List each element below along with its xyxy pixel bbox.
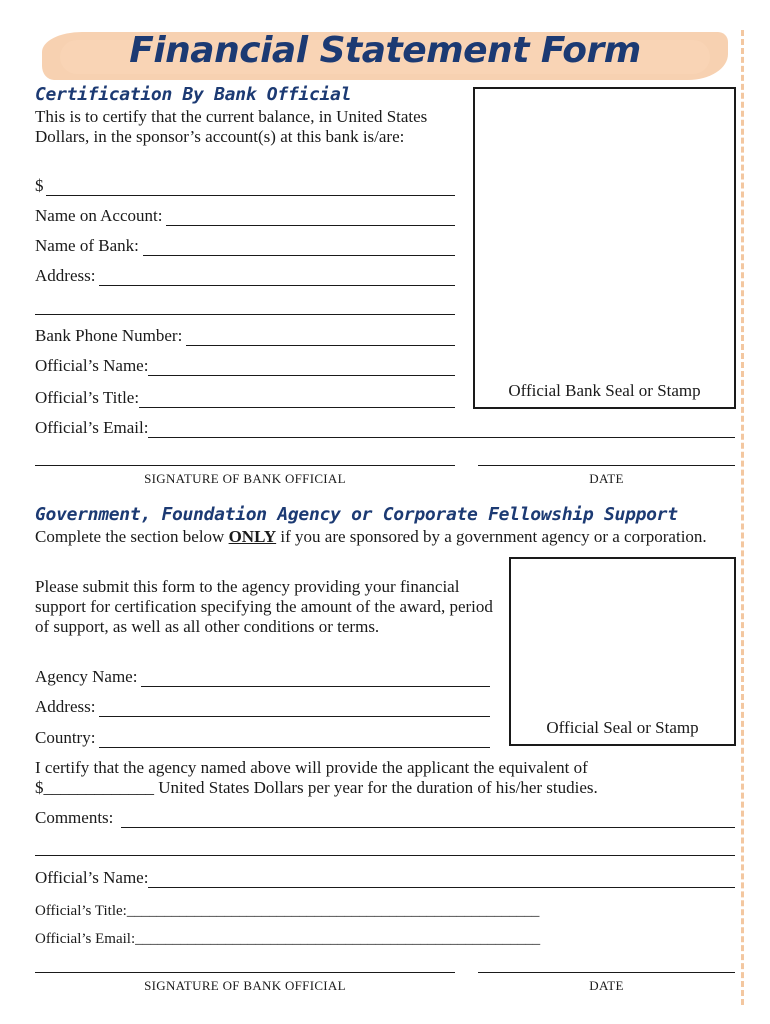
agency-name-label: Agency Name:	[35, 667, 138, 686]
section1-heading: Certification By Bank Official	[35, 84, 352, 105]
bank-date-line[interactable]	[478, 465, 735, 466]
section2-intro-after: if you are sponsored by a government agency or a corporation.	[276, 527, 707, 546]
comments-field[interactable]	[35, 808, 735, 828]
bank-phone-field[interactable]	[35, 326, 455, 346]
agency-address-field[interactable]	[35, 697, 490, 717]
agency-seal-label: Official Seal or Stamp	[546, 718, 699, 737]
bank-seal-label: Official Bank Seal or Stamp	[508, 381, 701, 400]
section2-intro-before: Complete the section below	[35, 527, 229, 546]
section2-intro-emphasis: ONLY	[228, 527, 277, 546]
bank-address-label: Address:	[35, 266, 96, 285]
agency-officials-email-field[interactable]: Official’s Email:______________________________________________________	[35, 931, 541, 947]
agency-signature-caption: SIGNATURE OF BANK OFFICIAL	[144, 978, 346, 993]
agency-officials-name-label: Official’s Name:	[35, 868, 149, 887]
balance-field[interactable]	[35, 176, 455, 196]
bank-phone-label: Bank Phone Number:	[35, 326, 183, 345]
agency-officials-name-field[interactable]	[35, 868, 735, 888]
agency-officials-title-field[interactable]: Official’s Title:_______________________________________________________	[35, 903, 540, 919]
agency-country-field[interactable]	[35, 728, 490, 748]
officials-title-field[interactable]	[35, 388, 455, 408]
bank-date-caption: DATE	[589, 471, 624, 486]
section1-intro: This is to certify that the current balance, in United States Dollars, in the sponsor’s account(s) at this bank is/are:	[35, 107, 428, 146]
name-on-account-field[interactable]	[35, 206, 455, 226]
bank-address-line-2[interactable]	[35, 314, 455, 315]
agency-signature-line[interactable]	[35, 972, 455, 973]
bank-signature-caption: SIGNATURE OF BANK OFFICIAL	[144, 471, 346, 486]
certify-line-2[interactable]: $_____________ United States Dollars per year for the duration of his/her studies.	[35, 778, 598, 797]
officials-name-field[interactable]	[35, 356, 455, 376]
agency-seal-box	[509, 557, 736, 746]
officials-email-label: Official’s Email:	[35, 418, 149, 437]
comments-line-2[interactable]	[35, 855, 735, 856]
bank-seal-box	[473, 87, 736, 409]
bank-signature-line[interactable]	[35, 465, 455, 466]
bank-address-field[interactable]	[35, 266, 455, 286]
section2-heading: Government, Foundation Agency or Corporate Fellowship Support	[35, 504, 678, 525]
officials-name-label: Official’s Name:	[35, 356, 149, 375]
comments-label: Comments:	[35, 808, 114, 827]
agency-date-line[interactable]	[478, 972, 735, 973]
section2-instructions: Please submit this form to the agency providing your financial support for certification specifying the amount of the award, period of support, as well as all other conditions or terms.	[35, 577, 493, 636]
agency-name-field[interactable]	[35, 667, 490, 687]
page-dashed-border	[741, 30, 744, 1005]
section2-intro	[35, 527, 735, 547]
officials-title-label: Official’s Title:	[35, 388, 140, 407]
agency-address-label: Address:	[35, 697, 96, 716]
certify-line-1: I certify that the agency named above will provide the applicant the equivalent of	[35, 758, 588, 777]
agency-country-label: Country:	[35, 728, 96, 747]
agency-date-caption: DATE	[589, 978, 624, 993]
page-title: Financial Statement Form	[129, 30, 641, 71]
name-of-bank-field[interactable]	[35, 236, 455, 256]
name-of-bank-label: Name of Bank:	[35, 236, 139, 255]
officials-email-field[interactable]	[35, 418, 735, 438]
dollar-sign-label: $	[35, 176, 44, 195]
name-on-account-label: Name on Account:	[35, 206, 163, 225]
